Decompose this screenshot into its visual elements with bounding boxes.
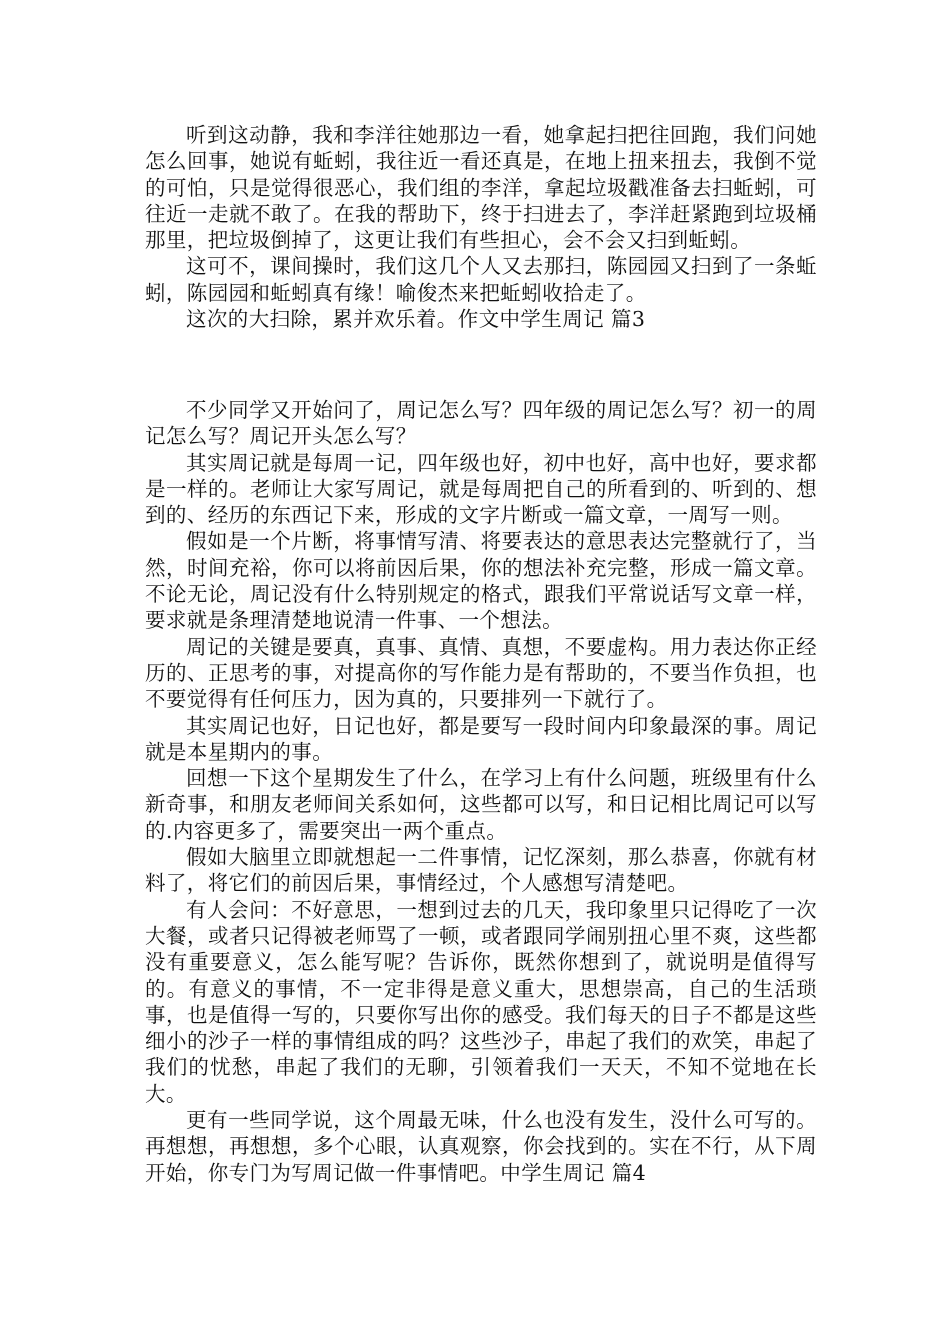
paragraph: 其实周记也好，日记也好，都是要写一段时间内印象最深的事。周记就是本星期内的事。 xyxy=(145,713,817,764)
paragraph: 这次的大扫除，累并欢乐着。作文中学生周记 篇3 xyxy=(186,307,646,332)
paragraph: 周记的关键是要真，真事、真情、真想，不要虚构。用力表达你正经历的、正思考的事，对提高你的写作能力是有帮助的，不要当作负担，也不要觉得有任何压力，因为真的，只要排列一下就行了。 xyxy=(145,634,817,712)
essay-section-bottom xyxy=(145,397,817,1186)
paragraph: 这可不，课间操时，我们这几个人又去那扫，陈园园又扫到了一条蚯蚓，陈园园和蚯蚓真有缘！喻俊杰来把蚯蚓收拾走了。 xyxy=(145,254,817,305)
paragraph: 更有一些同学说，这个周最无味，什么也没有发生，没什么可写的。再想想，再想想，多个心眼，认真观察，你会找到的。实在不行，从下周开始，你专门为写周记做一件事情吧。中学生周记 篇4 xyxy=(145,1108,817,1185)
paragraph: 假如大脑里立即就想起一二件事情，记忆深刻，那么恭喜，你就有材料了，将它们的前因后果，事情经过，个人感想写清楚吧。 xyxy=(145,845,817,896)
essay-section-top xyxy=(145,122,817,332)
paragraph: 回想一下这个星期发生了什么，在学习上有什么问题，班级里有什么新奇事，和朋友老师间关系如何，这些都可以写，和日记相比周记可以写的.内容更多了，需要突出一两个重点。 xyxy=(145,766,817,843)
paragraph: 听到这动静，我和李洋往她那边一看，她拿起扫把往回跑，我们问她怎么回事，她说有蚯蚓，我往近一看还真是，在地上扭来扭去，我倒不觉的可怕，只是觉得很恶心，我们组的李洋，拿起垃圾戳准备去扫蚯蚓，可往近一走就不敢了。在我的帮助下，终于扫进去了，李洋赶紧跑到垃圾桶那里，把垃圾倒掉了，这更让我们有些担心，会不会又扫到蚯蚓。 xyxy=(145,123,817,253)
paragraph: 有人会问：不好意思，一想到过去的几天，我印象里只记得吃了一次大餐，或者只记得被老师骂了一顿，或者跟同学闹别扭心里不爽，这些都没有重要意义，怎么能写呢？告诉你，既然你想到了，就说明是值得写的。有意义的事情，不一定非得是意义重大，思想崇高，自己的生活琐事，也是值得一写的，只要你写出你的感受。我们每天的日子不都是这些细小的沙子一样的事情组成的吗？这些沙子，串起了我们的欢笑，串起了我们的忧愁，串起了我们的无聊，引领着我们一天天，不知不觉地在长大。 xyxy=(145,897,817,1106)
paragraph: 其实周记就是每周一记，四年级也好，初中也好，高中也好，要求都是一样的。老师让大家写周记，就是每周把自己的所看到的、听到的、想到的、经历的东西记下来，形成的文字片断或一篇文章，一周写一则。 xyxy=(145,450,817,528)
paragraph: 不少同学又开始问了，周记怎么写？四年级的周记怎么写？初一的周记怎么写？周记开头怎么写？ xyxy=(145,398,817,449)
paragraph: 假如是一个片断，将事情写清、将要表达的意思表达完整就行了，当然，时间充裕，你可以将前因后果，你的想法补充完整，形成一篇文章。不论无论，周记没有什么特别规定的格式，跟我们平常说话写文章一样，要求就是条理清楚地说清一件事、一个想法。 xyxy=(145,529,817,633)
